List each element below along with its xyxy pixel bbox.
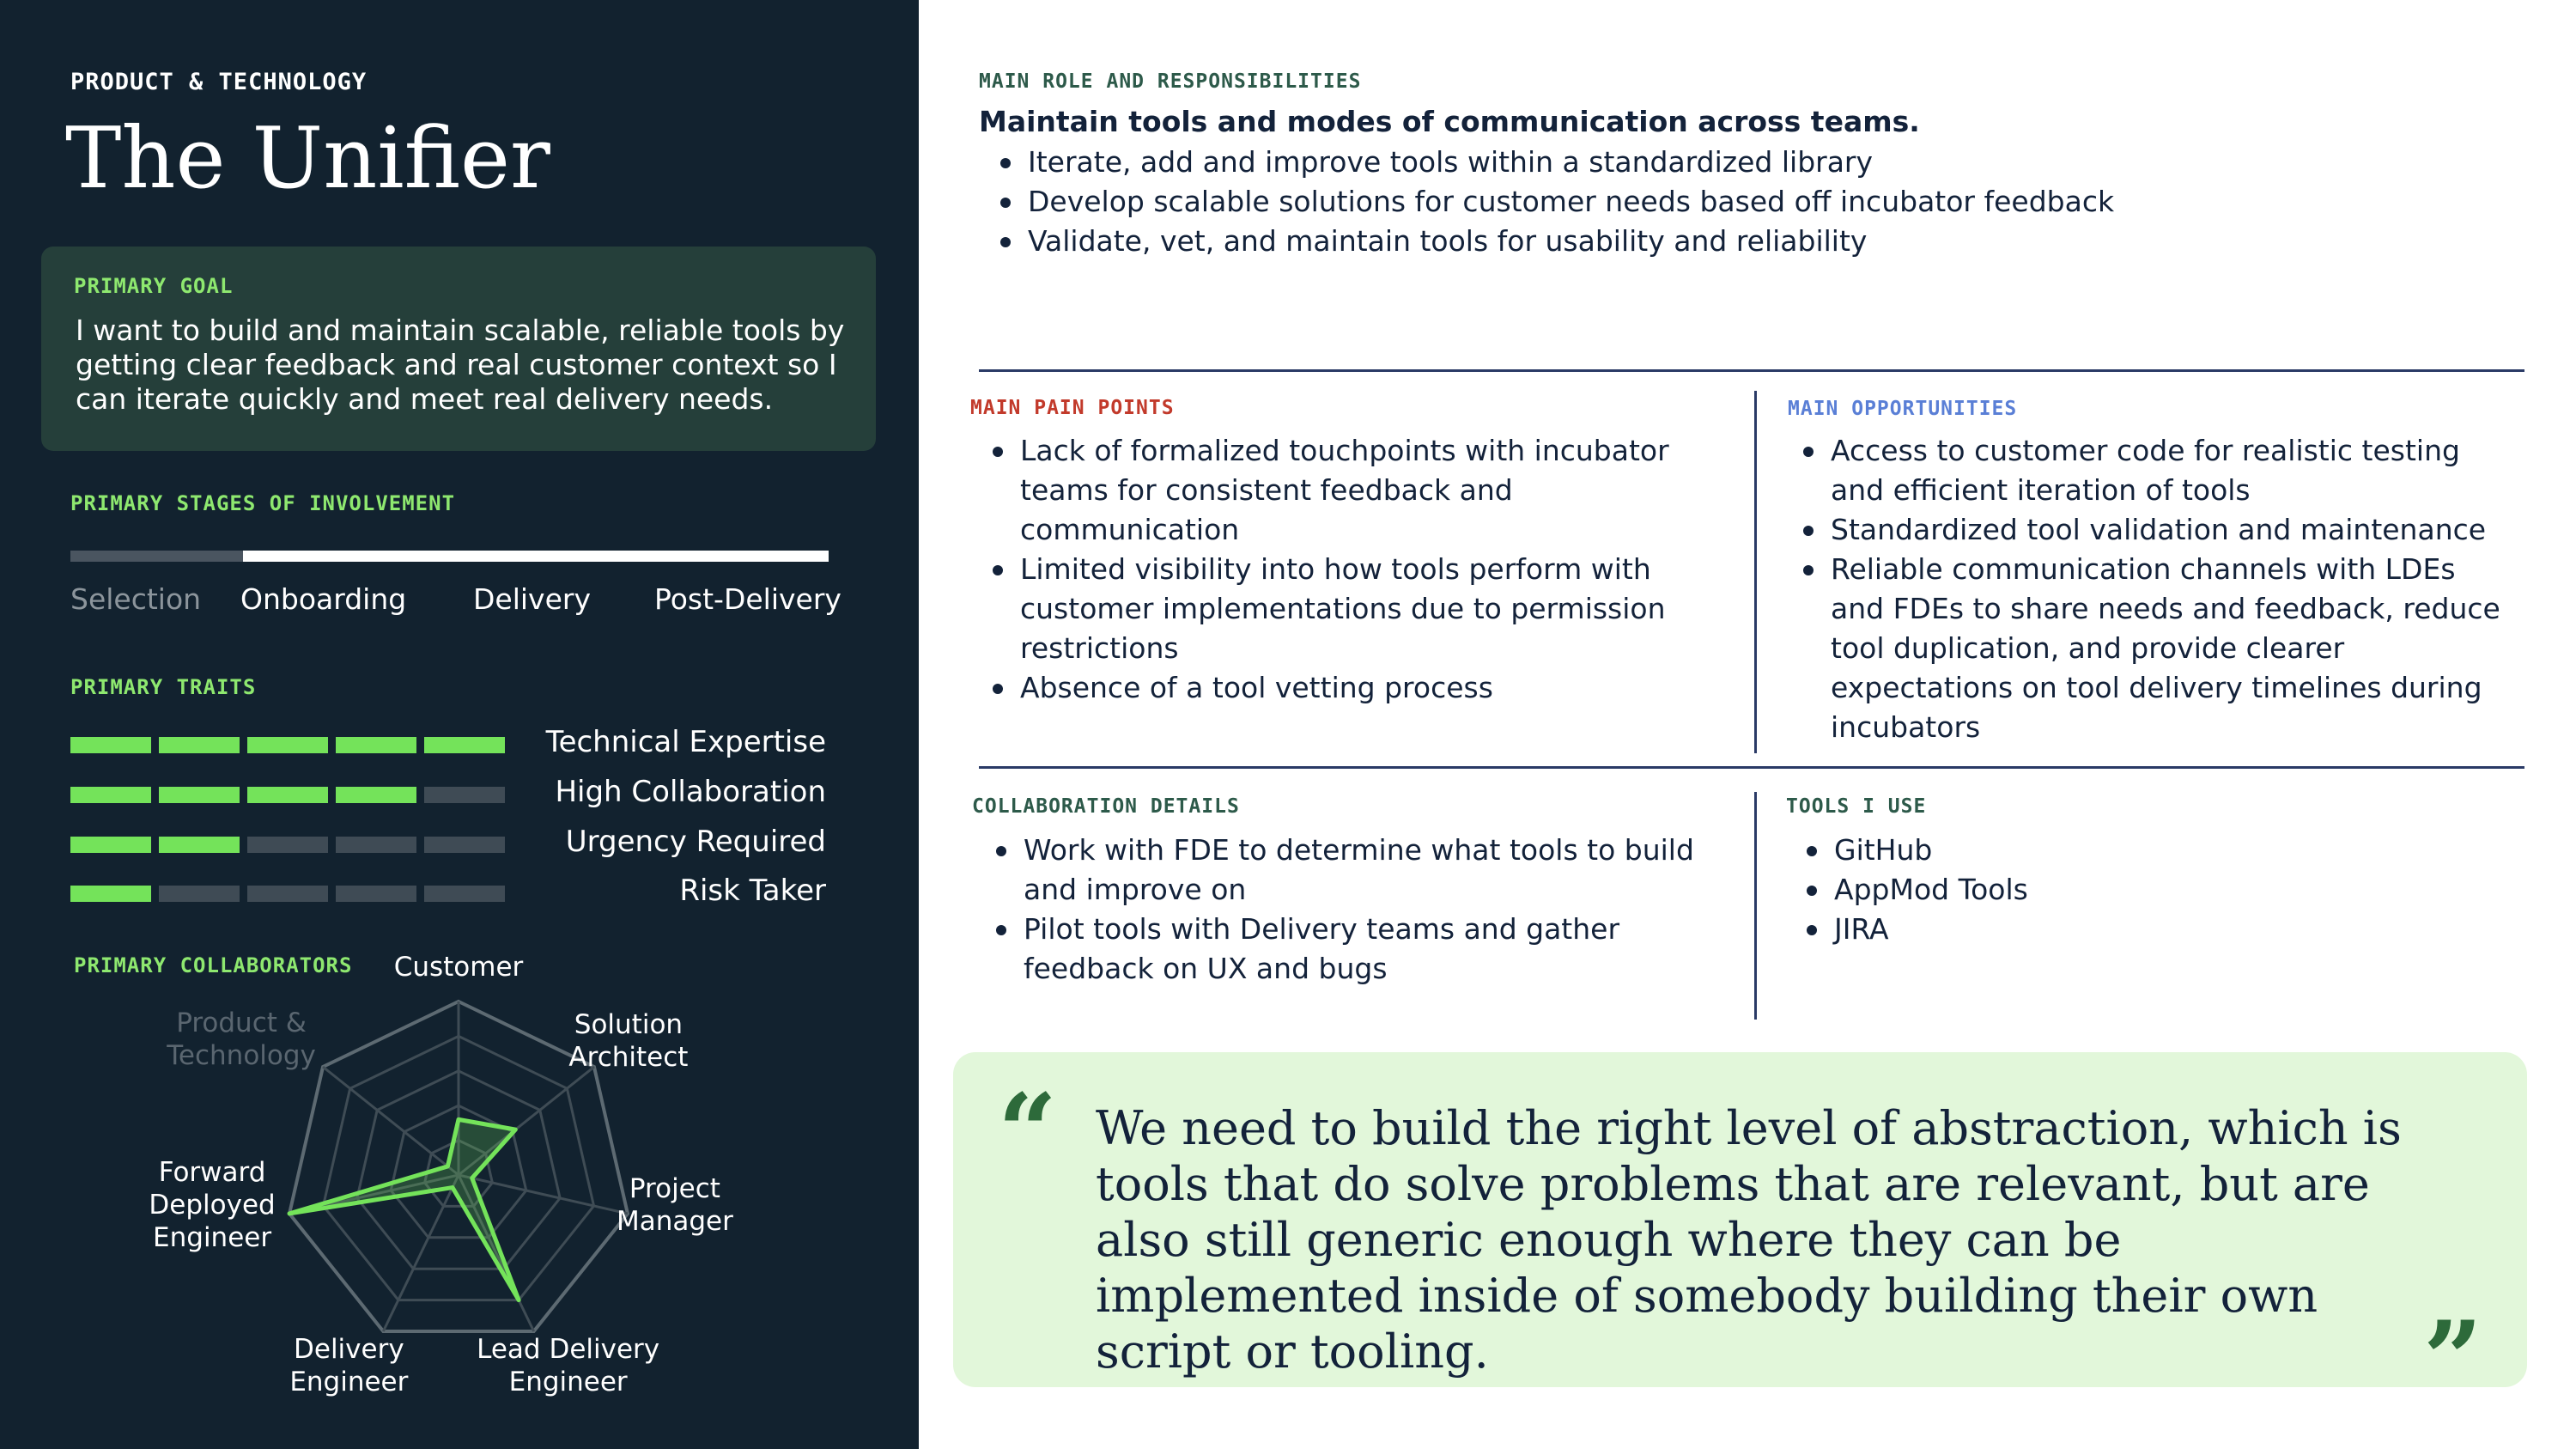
stages-label: PRIMARY STAGES OF INVOLVEMENT — [70, 491, 456, 515]
trait-level-segment — [159, 886, 240, 902]
list-item: Access to customer code for realistic testing and efficient iteration of tools — [1796, 431, 2500, 510]
pain-points-list — [986, 431, 1690, 708]
trait-level-segment — [159, 737, 240, 753]
trait-label: High Collaboration — [555, 775, 826, 809]
trait-level-segment — [336, 787, 416, 803]
trait-row — [70, 725, 826, 759]
radar-axis-label: Forward Deployed Engineer — [149, 1156, 276, 1253]
radar-axis-label: Lead Delivery Engineer — [477, 1333, 660, 1397]
trait-level-segment — [247, 787, 328, 803]
list-item: Lack of formalized touchpoints with incubator teams for consistent feedback and communication — [986, 431, 1690, 550]
trait-label: Technical Expertise — [545, 725, 826, 759]
list-item: Iterate, add and improve tools within a standardized library — [993, 143, 2505, 182]
trait-level-segment — [247, 837, 328, 853]
pain-points-label: MAIN PAIN POINTS — [970, 397, 1175, 419]
responsibilities-list — [993, 143, 2505, 261]
divider-middle-vertical — [1754, 391, 1757, 753]
collaboration-details-list — [989, 831, 1702, 989]
trait-level-segment — [247, 737, 328, 753]
stage-onboarding: Onboarding — [240, 582, 407, 616]
list-item: Absence of a tool vetting process — [986, 668, 1690, 708]
trait-level-segment — [70, 837, 151, 853]
radar-axis-label: Customer — [393, 952, 524, 983]
radar-axis-label: Product & Technology — [167, 1008, 316, 1072]
tools-label: TOOLS I USE — [1786, 795, 1927, 818]
collaborators-label: PRIMARY COLLABORATORS — [74, 953, 353, 977]
stage-selection: Selection — [70, 582, 202, 616]
responsibilities-label: MAIN ROLE AND RESPONSIBILITIES — [979, 70, 1362, 93]
radar-axis-label: Solution Architect — [568, 1009, 689, 1074]
stages-active-bar — [243, 551, 829, 562]
opportunities-list — [1796, 431, 2500, 747]
list-item: Develop scalable solutions for customer needs based off incubator feedback — [993, 182, 2505, 222]
open-quote-icon: “ — [998, 1071, 1058, 1192]
radar-axis-label: Delivery Engineer — [289, 1333, 409, 1397]
trait-level-segment — [336, 737, 416, 753]
trait-level-segment — [424, 787, 505, 803]
radar-series-area — [289, 1119, 519, 1300]
trait-level-segment — [424, 837, 505, 853]
divider-bottom — [979, 766, 2524, 769]
quote-card — [953, 1052, 2527, 1420]
quote-text: We need to build the right level of abstraction, which is tools that do solve problems that are relevant, but are also still generic enough where they can be implemented inside of somebody building their own script or tooling. — [1096, 1101, 2402, 1379]
stages-track — [70, 551, 829, 562]
list-item: GitHub — [1800, 831, 2487, 870]
trait-level-segment — [70, 886, 151, 902]
list-item: JIRA — [1800, 910, 2487, 949]
trait-level-segment — [336, 837, 416, 853]
stage-post-delivery: Post-Delivery — [654, 582, 841, 616]
trait-level-segment — [336, 886, 416, 902]
primary-goal-text: I want to build and maintain scalable, reliable tools by getting clear feedback and real customer context so I can iterate quickly and meet real delivery needs. — [76, 314, 845, 416]
trait-label: Urgency Required — [565, 825, 826, 859]
traits-label: PRIMARY TRAITS — [70, 675, 257, 699]
trait-label: Risk Taker — [679, 874, 826, 908]
stage-delivery: Delivery — [473, 582, 591, 616]
radar-axis-label: Project Manager — [616, 1172, 733, 1237]
trait-row — [70, 825, 826, 859]
primary-goal-card — [41, 247, 876, 451]
trait-row — [70, 874, 826, 908]
list-item: Work with FDE to determine what tools to build and improve on — [989, 831, 1702, 910]
persona-panel — [0, 0, 919, 1449]
opportunities-label: MAIN OPPORTUNITIES — [1788, 398, 2018, 420]
trait-level-segment — [424, 737, 505, 753]
divider-top — [979, 369, 2524, 372]
persona-title: The Unifier — [65, 110, 550, 208]
trait-level-segment — [424, 886, 505, 902]
divider-lower-vertical — [1754, 792, 1757, 1020]
collaboration-details-label: COLLABORATION DETAILS — [972, 795, 1240, 818]
list-item: AppMod Tools — [1800, 870, 2487, 910]
list-item: Standardized tool validation and maintenance — [1796, 510, 2500, 550]
trait-level-segment — [159, 837, 240, 853]
trait-level-segment — [70, 737, 151, 753]
trait-row — [70, 775, 826, 809]
close-quote-icon: ” — [2422, 1299, 2482, 1420]
trait-level-segment — [247, 886, 328, 902]
list-item: Pilot tools with Delivery teams and gather feedback on UX and bugs — [989, 910, 1702, 989]
tools-list — [1800, 831, 2487, 949]
primary-goal-label: PRIMARY GOAL — [74, 274, 234, 298]
list-item: Reliable communication channels with LDEs and FDEs to share needs and feedback, reduce tool duplication, and provide clearer expectations on tool delivery timelines during incubators — [1796, 550, 2500, 747]
persona-category: PRODUCT & TECHNOLOGY — [70, 69, 368, 95]
list-item: Limited visibility into how tools perform with customer implementations due to permission restrictions — [986, 550, 1690, 668]
list-item: Validate, vet, and maintain tools for usability and reliability — [993, 222, 2505, 261]
responsibilities-headline: Maintain tools and modes of communication across teams. — [979, 105, 1920, 138]
trait-level-segment — [159, 787, 240, 803]
trait-level-segment — [70, 787, 151, 803]
